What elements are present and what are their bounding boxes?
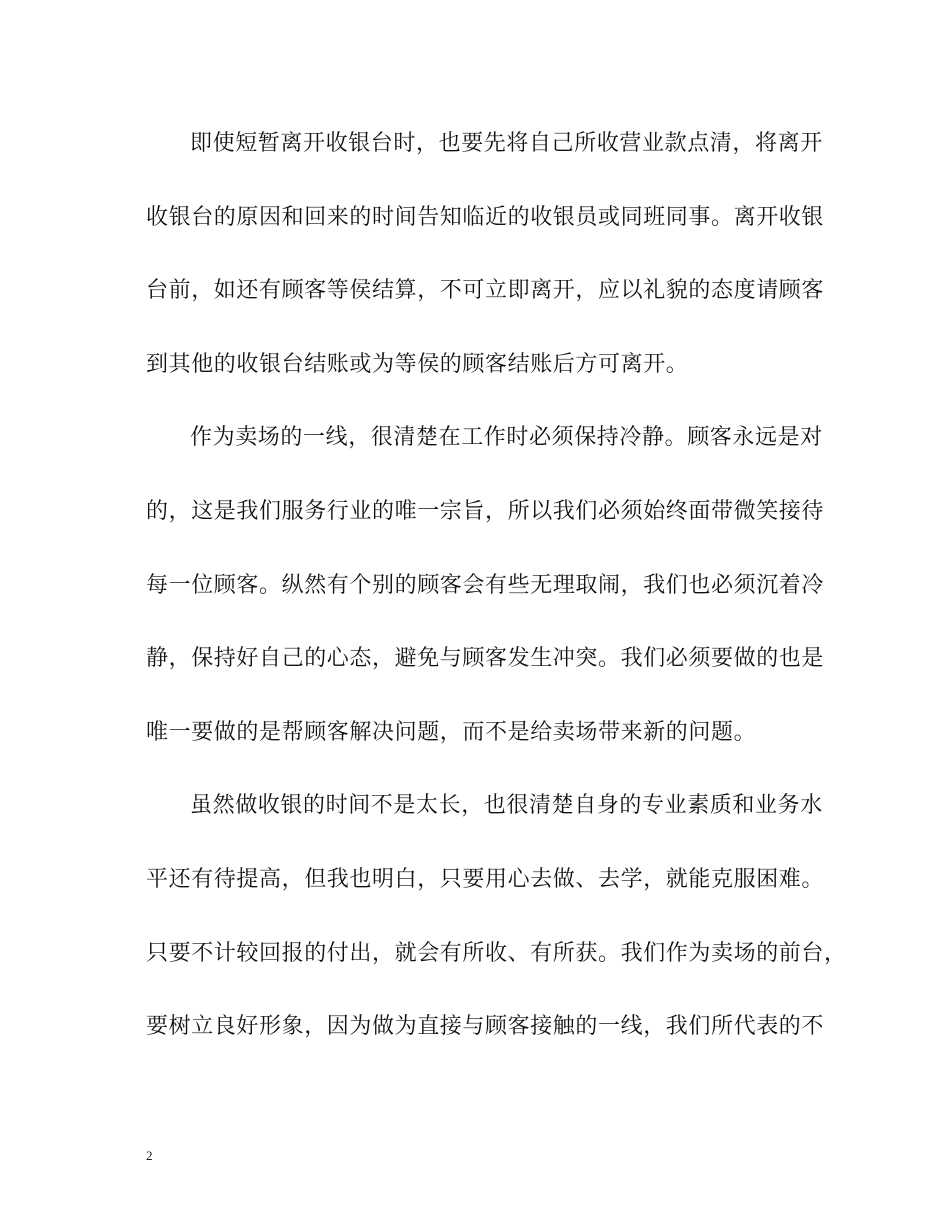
page-number: 2: [146, 1148, 153, 1163]
paragraph-3-line-2: 平还有待提高，但我也明白，只要用心去做、去学，就能克服困难。: [146, 866, 825, 892]
body-text: [146, 120, 847, 1077]
paragraph-1-line-3: 台前，如还有顾客等侯结算，不可立即离开，应以礼貌的态度请顾客: [146, 278, 825, 304]
paragraph-2-line-2: 的，这是我们服务行业的唯一宗旨，所以我们必须始终面带微笑接待: [146, 498, 825, 524]
paragraph-2-line-3: 每一位顾客。纵然有个别的顾客会有些无理取闹，我们也必须沉着冷: [146, 572, 825, 598]
paragraph-3-line-1: 虽然做收银的时间不是太长，也很清楚自身的专业素质和业务水: [190, 793, 823, 819]
paragraph-2-line-4: 静，保持好自己的心态，避免与顾客发生冲突。我们必须要做的也是: [146, 646, 825, 672]
paragraph-3-line-4: 要树立良好形象，因为做为直接与顾客接触的一线，我们所代表的不: [146, 1014, 825, 1040]
paragraph-1-line-4: 到其他的收银台结账或为等侯的顾客结账后方可离开。: [146, 351, 689, 377]
paragraph-2-line-5: 唯一要做的是帮顾客解决问题，而不是给卖场带来新的问题。: [146, 719, 757, 745]
paragraph-3-line-3: 只要不计较回报的付出，就会有所收、有所获。我们作为卖场的前台，: [146, 940, 847, 966]
paragraph-1-line-1: 即使短暂离开收银台时，也要先将自己所收营业款点清，将离开: [190, 131, 823, 156]
paragraph-1-line-2: 收银台的原因和回来的时间告知临近的收银员或同班同事。离开收银: [146, 204, 825, 230]
paragraph-2-line-1: 作为卖场的一线，很清楚在工作时必须保持冷静。顾客永远是对: [190, 425, 823, 451]
